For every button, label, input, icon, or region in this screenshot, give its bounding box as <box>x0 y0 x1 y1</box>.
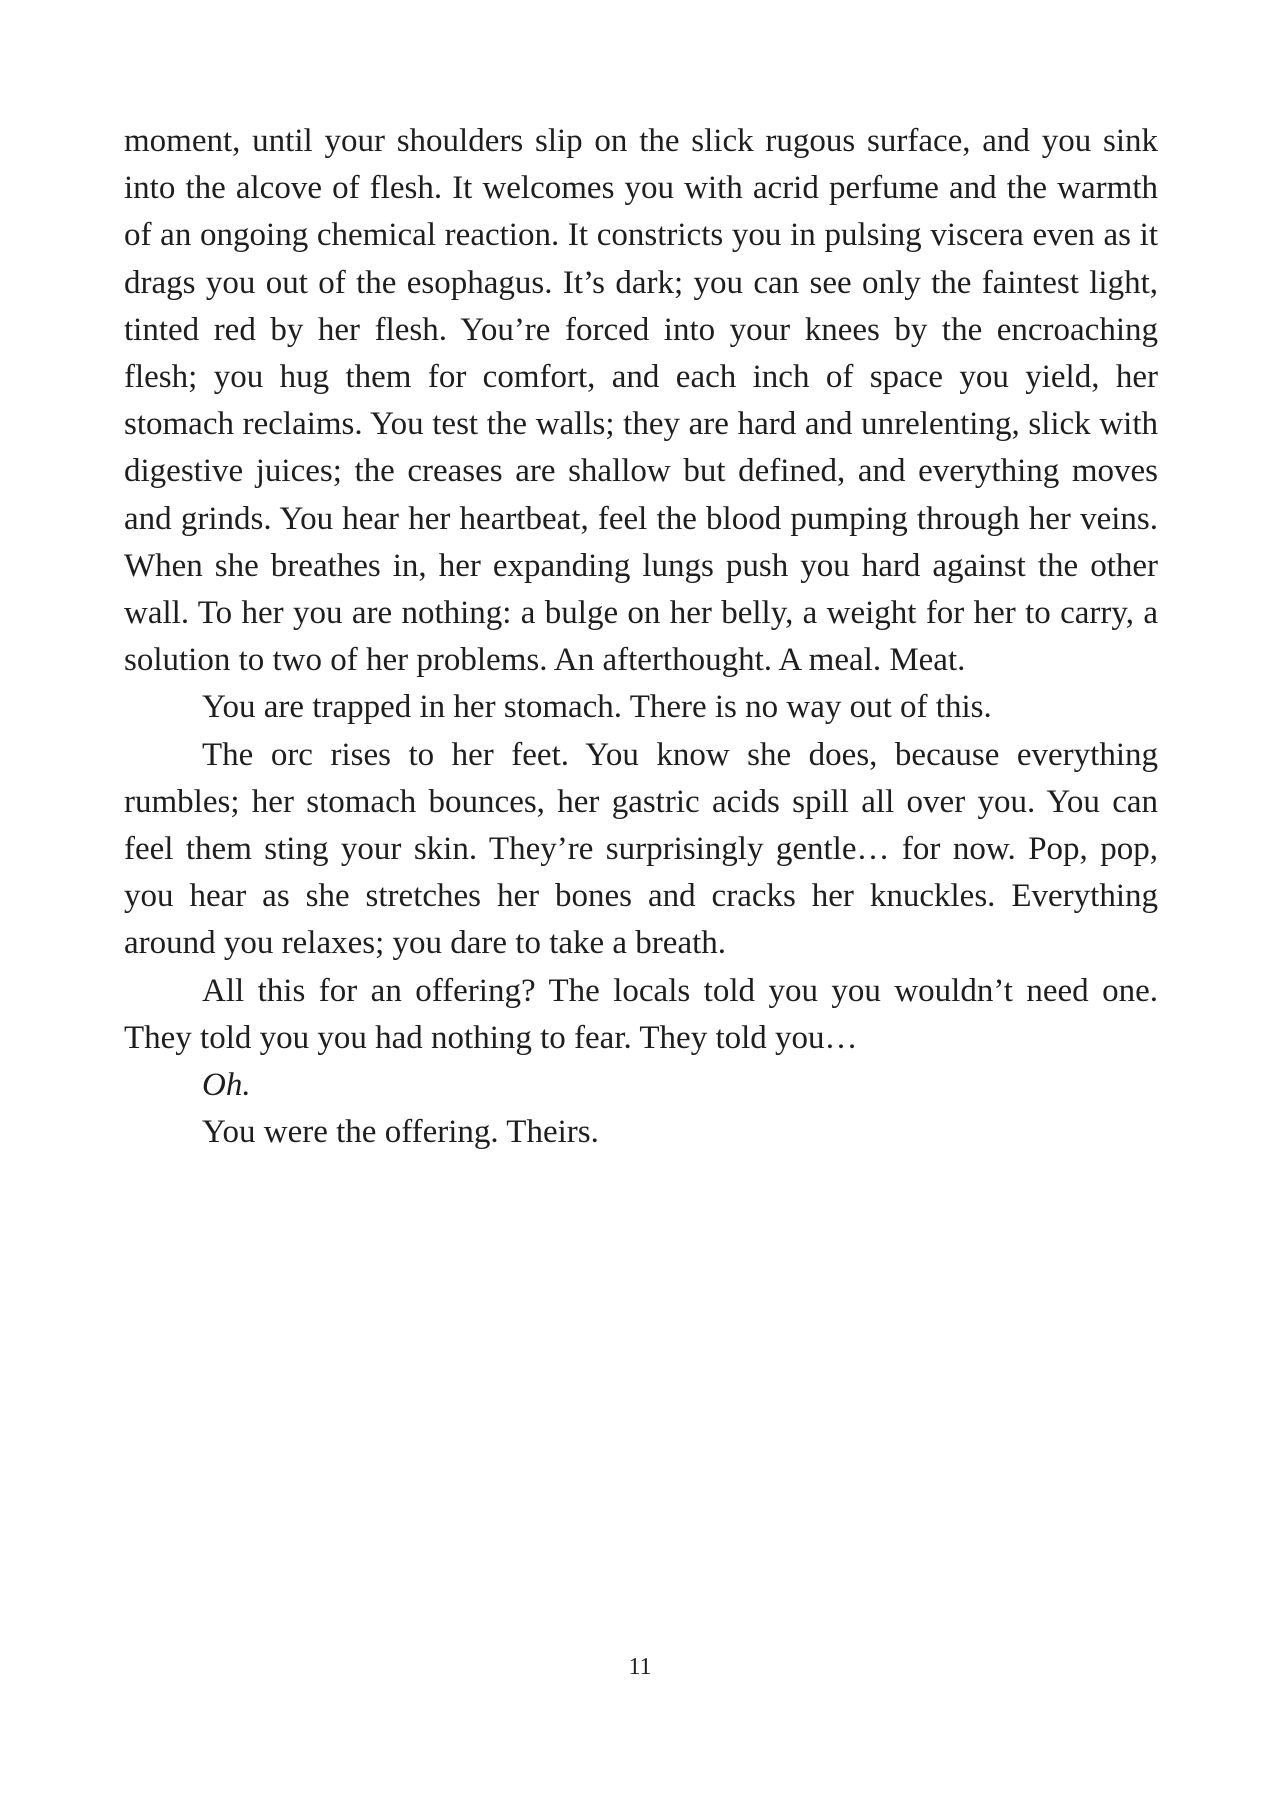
paragraph: You are trapped in her stomach. There is no way out of this. <box>202 689 992 726</box>
paragraph: You were the offering. Theirs. <box>202 1114 599 1151</box>
paragraph: moment, until your shoulders slip on the slick rugous surface, and you sink into the alcove of flesh. It welcomes you with acrid perfume and the warmth of an ongoing chemical reaction. It constricts you in pulsing viscera even as it drags you out of the esophagus. It’s dark; you can see only the faintest light, tinted red by her flesh. You’re forced into your knees by the encroaching flesh; you hug them for comfort, and each inch of space you yield, her stomach reclaims. You test the walls; they are hard and unrelenting, slick with digestive juices; the creases are shallow but defined, and everything moves and grinds. You hear her heartbeat, feel the blood pumping through her veins. When she breathes in, her expanding lungs push you hard against the other wall. To her you are nothing: a bulge on her belly, a weight for her to carry, a solution to two of her problems. An afterthought. A meal. Meat. <box>124 123 1158 679</box>
paragraph-italic <box>124 1062 1158 1109</box>
italic-text: Oh. <box>202 1067 251 1104</box>
paragraph: The orc rises to her feet. You know she does, because everything rumbles; her stomach bounces, her gastric acids spill all over you. You can feel them sting your skin. They’re surprisingly gentle… for now. Pop, pop, you hear as she stretches her bones and cracks her knuckles. Everything around you relaxes; you dare to take a breath. <box>124 736 1158 962</box>
page-number: 11 <box>628 1654 652 1680</box>
body-text <box>124 118 1158 1156</box>
paragraph: All this for an offering? The locals told you you wouldn’t need one. They told you you had nothing to fear. They told you… <box>124 972 1158 1056</box>
